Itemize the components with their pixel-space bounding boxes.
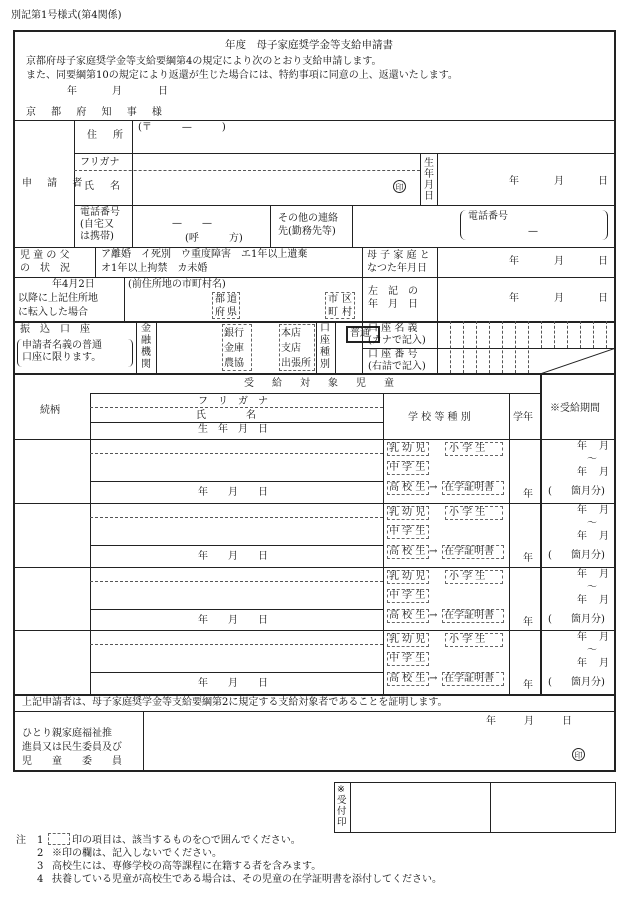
school-opt-junior[interactable]: 中 学 生: [389, 462, 426, 473]
period-paren: (: [548, 486, 552, 497]
school-opt-elementary[interactable]: 小 学 生: [449, 634, 486, 645]
intro-line-1: 京都府母子家庭奨学金等支給要綱第4の規定により次のとおり支給申請します。: [26, 56, 382, 67]
bank-account-label: 振 込 口 座: [20, 324, 90, 335]
period-col-label: ※受給期間: [550, 403, 600, 414]
school-opt-junior[interactable]: 中 学 生: [389, 526, 426, 537]
grade-unit: 年: [523, 617, 533, 628]
arrow-icon: →: [429, 610, 438, 621]
children-title: 受 給 対 象 児 童: [244, 378, 398, 389]
dob-day: 日: [598, 176, 608, 187]
bank-note: 申請者名義の普通 口座に限ります。: [22, 340, 102, 363]
phone-label: 電話番号 (自宅又 は携帯): [80, 207, 120, 242]
cert-seal-icon: 印: [572, 748, 585, 761]
seal-icon: 印: [393, 180, 406, 193]
dob-col-label: 生 年 月 日: [198, 424, 268, 435]
certification-statement: 上記申請者は、母子家庭奨学金等支給要綱第2に規定する支給対象者であることを証明します。: [22, 697, 448, 708]
arrow-icon: →: [429, 482, 438, 493]
other-contact-label: その他の連絡 先(勤務先等): [278, 213, 338, 237]
period-paren: (: [548, 550, 552, 561]
relocation-month: 月: [554, 293, 564, 304]
period-tilde: ～: [587, 582, 597, 593]
relocation-year: 年: [509, 293, 519, 304]
period-from-year: 年: [577, 632, 587, 643]
enrollment-certificate[interactable]: 在学証明書: [444, 546, 494, 557]
relocation-label-3: に転入した場合: [18, 307, 88, 318]
period-from-year: 年: [577, 569, 587, 580]
form-title: 年度 母子家庭奨学金等支給申請書: [225, 39, 393, 51]
period-from-month: 月: [599, 632, 609, 643]
postal-field[interactable]: (〒 — ): [138, 122, 226, 133]
school-opt-high[interactable]: 高 校 生: [389, 482, 426, 493]
single-day: 日: [598, 256, 608, 267]
period-months: 箇月分): [571, 550, 605, 561]
form-label: 別記第1号様式(第4関係): [11, 10, 122, 21]
school-opt-infant[interactable]: 乳 幼 児: [389, 571, 426, 582]
school-opt-junior[interactable]: 中 学 生: [389, 590, 426, 601]
school-opt-junior[interactable]: 中 学 生: [389, 653, 426, 664]
school-opt-high[interactable]: 高 校 生: [389, 673, 426, 684]
note-2-text: ※印の欄は、記入しないでください。: [52, 848, 222, 859]
period-tilde: ～: [587, 454, 597, 465]
period-to-month: 月: [599, 467, 609, 478]
relocation-label-1: 年4月2日: [52, 279, 95, 290]
period-months: 箇月分): [571, 677, 605, 688]
school-opt-high[interactable]: 高 校 生: [389, 610, 426, 621]
note-3-text: 高校生には、専修学校の高等課程に在籍する者を含みます。: [52, 861, 322, 872]
relocation-date-label: 左 記 の 年 月 日: [368, 286, 418, 310]
relocation-label-2: 以降に上記住所地: [18, 293, 98, 304]
child-dob: 年 月 日: [198, 678, 268, 689]
school-opt-infant[interactable]: 乳 幼 児: [389, 634, 426, 645]
period-to-month: 月: [599, 595, 609, 606]
period-to-year: 年: [577, 658, 587, 669]
school-opt-elementary[interactable]: 小 学 生: [449, 507, 486, 518]
note-1-text: 印の項目は、該当するものを○で囲んでください。: [72, 835, 301, 846]
child-status-label: 児 童 の 父 の 状 況: [20, 250, 70, 274]
account-type-ordinary[interactable]: 普通: [350, 328, 370, 339]
reception-box: [334, 782, 616, 833]
period-to-year: 年: [577, 595, 587, 606]
dob-label: 生 年 月 日: [424, 158, 434, 202]
period-from-month: 月: [599, 505, 609, 516]
certifier-label: ひとり親家庭福祉推 進員又は民生委員及び 児 童 委 員: [22, 728, 122, 767]
account-type-label: 口 座 種 別: [320, 323, 330, 370]
institution-type[interactable]: 銀行 金庫 農協: [224, 328, 244, 369]
school-opt-infant[interactable]: 乳 幼 児: [389, 443, 426, 454]
school-opt-infant[interactable]: 乳 幼 児: [389, 507, 426, 518]
period-tilde: ～: [587, 645, 597, 656]
child-dob: 年 月 日: [198, 487, 268, 498]
cert-month: 月: [524, 716, 534, 727]
grade-unit: 年: [523, 489, 533, 500]
arrow-icon: →: [429, 546, 438, 557]
child-dob: 年 月 日: [198, 551, 268, 562]
grade-unit: 年: [523, 553, 533, 564]
relocation-day: 日: [598, 293, 608, 304]
period-to-month: 月: [599, 658, 609, 669]
furigana-col-label: フ リ ガ ナ: [198, 396, 268, 407]
note-2-num: 2: [37, 848, 44, 859]
period-from-year: 年: [577, 505, 587, 516]
do-ken[interactable]: 道 県: [227, 294, 237, 318]
to-fu[interactable]: 都 府: [215, 294, 225, 318]
intro-date-day: 日: [158, 86, 168, 97]
single-date-label: 母 子 家 庭 と なつた年月日: [367, 250, 430, 274]
period-months: 箇月分): [571, 614, 605, 625]
intro-date-month: 月: [112, 86, 122, 97]
applicant-label: 申 請 者: [22, 178, 89, 189]
period-from-month: 月: [599, 569, 609, 580]
diagonal-slash: [540, 348, 616, 374]
other-phone-label: 電話番号: [468, 211, 508, 222]
period-months: 箇月分): [571, 486, 605, 497]
furigana-label: フリガナ: [80, 157, 120, 168]
period-tilde: ～: [587, 518, 597, 529]
cert-day: 日: [562, 716, 572, 727]
child-dob: 年 月 日: [198, 615, 268, 626]
enrollment-certificate[interactable]: 在学証明書: [444, 482, 494, 493]
dob-year: 年: [509, 176, 519, 187]
enrollment-certificate[interactable]: 在学証明書: [444, 673, 494, 684]
notes-lead: 注: [16, 835, 26, 846]
prev-address-label: (前住所地の市町村名): [128, 279, 226, 290]
cert-year: 年: [486, 716, 496, 727]
dob-month: 月: [554, 176, 564, 187]
single-year: 年: [509, 256, 519, 267]
name-label: 氏 名: [84, 181, 123, 192]
period-to-month: 月: [599, 531, 609, 542]
note-4-num: 4: [37, 874, 44, 885]
school-opt-elementary[interactable]: 小 学 生: [449, 571, 486, 582]
grade-col-label: 学年: [513, 412, 533, 423]
school-opt-elementary[interactable]: 小 学 生: [449, 443, 486, 454]
shi-cho[interactable]: 市 町: [328, 294, 338, 318]
addressee: 京 都 府 知 事 様: [26, 107, 168, 118]
period-to-year: 年: [577, 467, 587, 478]
name-col-label: 氏 名: [196, 410, 256, 421]
status-options-2[interactable]: オ1年以上拘禁 カ未婚: [101, 263, 208, 274]
phone-reading: (呼 方): [185, 233, 243, 244]
ku-son[interactable]: 区 村: [342, 294, 352, 318]
period-paren: (: [548, 614, 552, 625]
arrow-icon: →: [429, 673, 438, 684]
note-4-text: 扶養している児童が高校生である場合は、その児童の在学証明書を添付してください。: [52, 874, 442, 885]
enrollment-certificate[interactable]: 在学証明書: [444, 610, 494, 621]
note-3-num: 3: [37, 861, 44, 872]
phone-dash: — —: [172, 218, 212, 229]
intro-date-year: 年: [67, 86, 77, 97]
relation-label: 続柄: [40, 405, 60, 416]
status-options-1[interactable]: ア離婚 イ死別 ウ重度障害 エ1年以上遺棄: [101, 249, 308, 260]
institution-label: 金 融 機 関: [141, 323, 151, 370]
note-1-num: 1: [37, 835, 44, 846]
address-label: 住 所: [87, 130, 126, 141]
period-from-month: 月: [599, 441, 609, 452]
school-col-label: 学 校 等 種 別: [408, 412, 471, 423]
other-phone-dash: —: [528, 226, 538, 237]
school-opt-high[interactable]: 高 校 生: [389, 546, 426, 557]
single-month: 月: [554, 256, 564, 267]
reception-label: ※ 受 付 印: [337, 784, 347, 828]
holder-label: 口 座 名 義 (カナで記入): [368, 323, 426, 346]
period-paren: (: [548, 677, 552, 688]
intro-line-2: また、同要綱第10の規定により返還が生じた場合には、特約事項に同意の上、返還いたします。: [26, 70, 458, 81]
branch-type[interactable]: 本店 支店 出張所: [281, 328, 311, 369]
period-from-year: 年: [577, 441, 587, 452]
grade-unit: 年: [523, 680, 533, 691]
account-number-label: 口 座 番 号 (右詰で記入): [368, 349, 426, 372]
period-to-year: 年: [577, 531, 587, 542]
